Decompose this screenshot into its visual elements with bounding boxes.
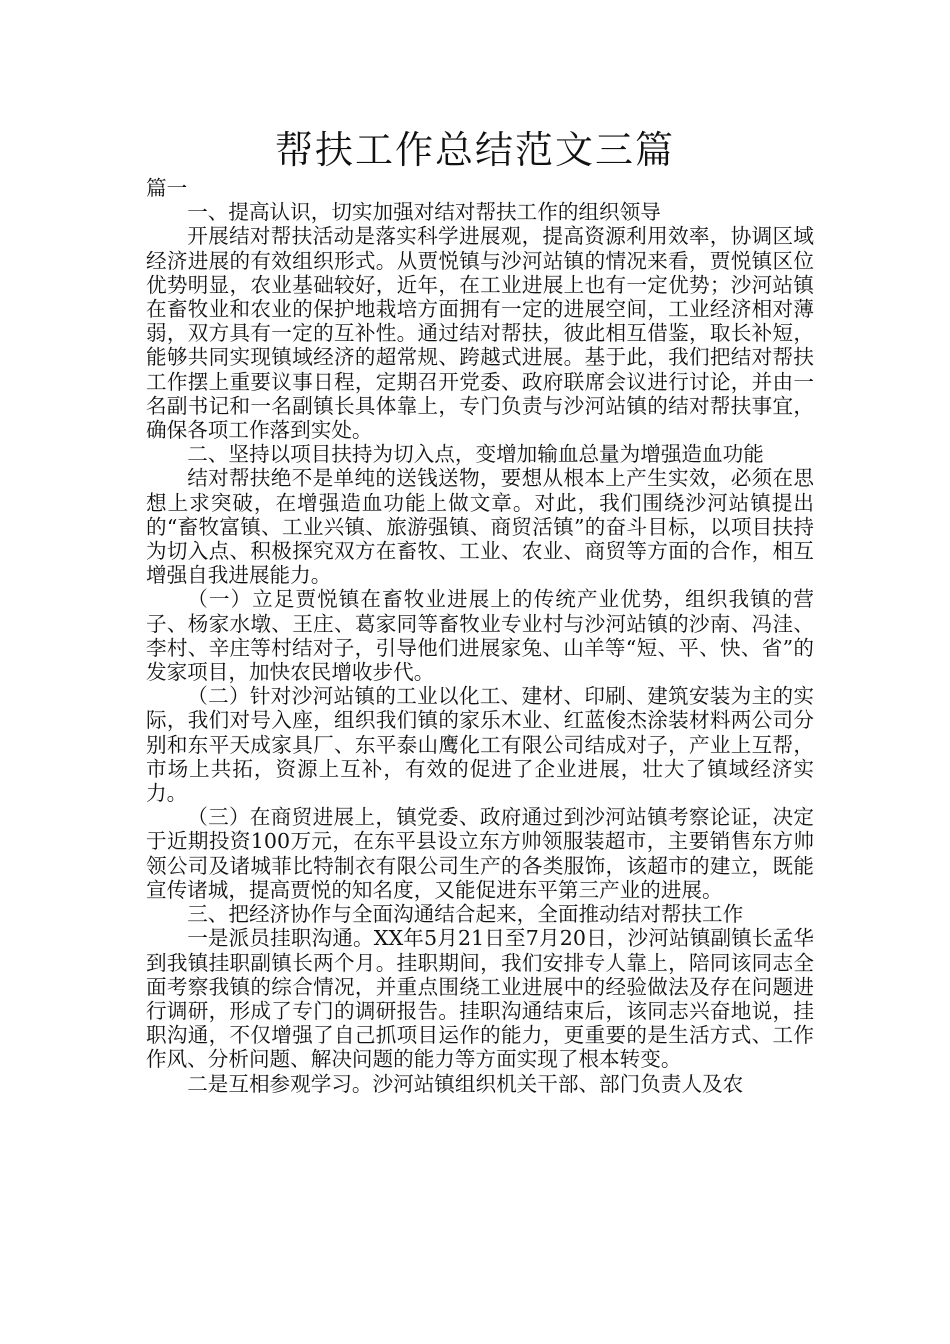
paragraph: 结对帮扶绝不是单纯的送钱送物，要想从根本上产生实效，必须在思想上求突破，在增强造血功能上做文章。对此，我们围绕沙河站镇提出的“畜牧富镇、工业兴镇、旅游强镇、商贸活镇”的奋斗目标，以项目扶持为切入点、积极探究双方在畜牧、工业、农业、商贸等方面的合作，相互增强自我进展能力。 (146, 466, 814, 588)
part-label: 篇一 (146, 176, 188, 200)
document-title: 帮扶工作总结范文三篇 (274, 128, 675, 172)
paragraph: （一）立足贾悦镇在畜牧业进展上的传统产业优势，组织我镇的营子、杨家水墩、王庄、葛家同等畜牧业专业村与沙河站镇的沙南、冯洼、李村、辛庄等村结对子，引导他们进展家兔、山羊等“短、平、快、省”的发家项目，加快农民增收步代。 (146, 587, 814, 685)
section-heading: 一、提高认识，切实加强对结对帮扶工作的组织领导 (187, 200, 661, 225)
paragraph: （三）在商贸进展上，镇党委、政府通过到沙河站镇考察论证，决定于近期投资100万元，在东平县设立东方帅领服装超市，主要销售东方帅领公司及诸城菲比特制衣有限公司生产的各类服饰，该超市的建立，既能宣传诸城，提高贾悦的知名度，又能促进东平第三产业的进展。 (146, 805, 814, 902)
paragraph: 开展结对帮扶活动是落实科学进展观，提高资源利用效率，协调区域经济进展的有效组织形式。从贾悦镇与沙河站镇的情况来看，贾悦镇区位优势明显，农业基础较好，近年，在工业进展上也有一定优势；沙河站镇在畜牧业和农业的保护地栽培方面拥有一定的进展空间，工业经济相对薄弱，双方具有一定的互补性。通过结对帮扶，彼此相互借鉴，取长补短，能够共同实现镇域经济的超常规、跨越式进展。基于此，我们把结对帮扶工作摆上重要议事日程，定期召开党委、政府联席会议进行讨论，并由一名副书记和一名副镇长具体靠上，专门负责与沙河站镇的结对帮扶事宜，确保各项工作落到实处。 (146, 224, 814, 443)
section-heading: 三、把经济协作与全面沟通结合起来，全面推动结对帮扶工作 (187, 902, 744, 927)
paragraph: 二是互相参观学习。沙河站镇组织机关干部、部门负责人及农 (187, 1071, 744, 1096)
section-heading: 二、坚持以项目扶持为切入点，变增加输血总量为增强造血功能 (187, 442, 764, 467)
document-body (146, 176, 814, 1096)
paragraph: （二）针对沙河站镇的工业以化工、建材、印刷、建筑安装为主的实际，我们对号入座，组织我们镇的家乐木业、红蓝俊杰涂装材料两公司分别和东平天成家具厂、东平泰山鹰化工有限公司结成对子，产业上互帮，市场上共拓，资源上互补，有效的促进了企业进展，壮大了镇域经济实力。 (146, 684, 814, 806)
paragraph: 一是派员挂职沟通。XX年5月21日至7月20日，沙河站镇副镇长孟华到我镇挂职副镇长两个月。挂职期间，我们安排专人靠上，陪同该同志全面考察我镇的综合情况，并重点围绕工业进展中的经验做法及存在问题进行调研，形成了专门的调研报告。挂职沟通结束后，该同志兴奋地说，挂职沟通，不仅增强了自己抓项目运作的能力，更重要的是生活方式、工作作风、分析问题、解决问题的能力等方面实现了根本转变。 (146, 926, 814, 1072)
